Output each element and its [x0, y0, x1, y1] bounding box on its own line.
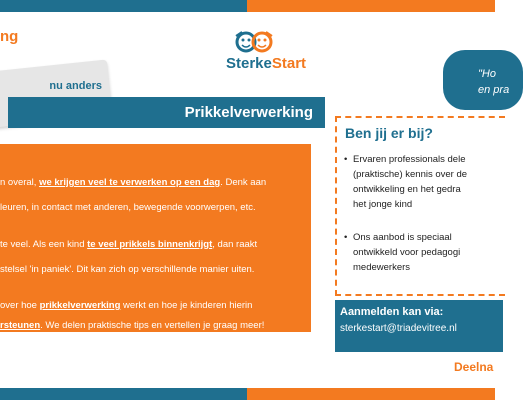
text-span: werkt en hoe je kinderen hierin — [120, 300, 253, 311]
bullet-line: (praktische) kennis over de — [353, 169, 468, 180]
signup-title: Aanmelden kan via: — [340, 306, 444, 318]
left-partial-heading: ng — [0, 28, 19, 45]
paragraph-1-line-2: leuren, in contact met anderen, bewegende voorwerpen, etc. — [0, 202, 256, 213]
bullet-item-1-continued — [353, 167, 467, 212]
bullet-line: ontwikkeld voor pedagogi — [353, 247, 461, 258]
right-quote-text — [478, 66, 509, 98]
bullet-item-2 — [353, 230, 452, 245]
bullet-line: • Ervaren professionals dele — [353, 154, 466, 165]
main-info-box — [0, 144, 311, 332]
signup-email-link[interactable]: sterkestart@triadevitree.nl — [340, 323, 457, 334]
bullet-line: het jonge kind — [353, 199, 413, 210]
bottom-stripe-blue — [0, 388, 247, 400]
text-span: over hoe — [0, 300, 40, 311]
bullet-item-1 — [353, 152, 465, 167]
bullet-line: medewerkers — [353, 262, 411, 273]
text-span: . We delen praktische tips en vertellen je graag meer! — [40, 320, 265, 331]
emphasis-span: we krijgen veel te verwerken op een dag — [39, 177, 221, 188]
logo-word-start: Start — [271, 55, 307, 72]
text-span: n overal, — [0, 177, 40, 188]
text-span: te veel. Als een kind — [0, 239, 88, 250]
paragraph-2-line-2: stelsel 'in paniek'. Dit kan zich op verschillende manier uiten. — [0, 264, 255, 275]
right-box-title: Ben jij er bij? — [345, 125, 433, 141]
text-span: , dan raakt — [212, 239, 258, 250]
top-stripe-blue — [0, 0, 247, 12]
deelname-partial-text: Deelna — [454, 360, 494, 374]
paragraph-1-line-1 — [0, 175, 266, 191]
bullet-line: • Ons aanbod is speciaal — [353, 232, 452, 243]
bullet-line: ontwikkeling en het gedra — [353, 184, 461, 195]
bottom-stripe-orange — [247, 388, 495, 400]
top-stripe-orange — [247, 0, 495, 12]
emphasis-span: prikkelverwerking — [39, 300, 121, 311]
paragraph-3-line-2 — [0, 318, 264, 334]
left-quote-line: nu anders — [49, 80, 102, 92]
text-span: . Denk aan — [220, 177, 267, 188]
title-bar — [8, 97, 325, 128]
bullet-item-2-continued — [353, 245, 460, 275]
paragraph-2-line-1 — [0, 237, 257, 253]
emphasis-span: te veel prikkels binnenkrijgt — [87, 239, 213, 250]
logo-wordmark — [226, 55, 306, 72]
emphasis-span: rsteunen — [0, 320, 41, 331]
logo-word-sterke: Sterke — [226, 55, 272, 72]
paragraph-3-line-1 — [0, 298, 252, 314]
kids-faces-icon — [222, 28, 292, 58]
right-quote-line: "Ho — [478, 68, 496, 80]
right-quote-line: en pra — [478, 84, 510, 96]
page-title: Prikkelverwerking — [184, 104, 313, 121]
